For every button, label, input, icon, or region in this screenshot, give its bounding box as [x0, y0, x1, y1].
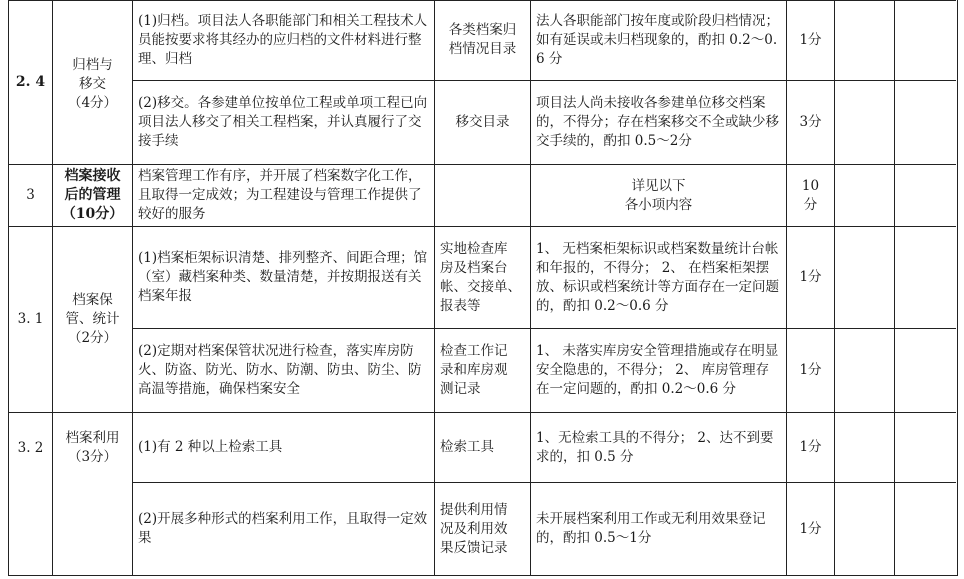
method-cell — [435, 165, 530, 226]
section-title: 档案接收 后的管理 （10分） — [61, 168, 124, 222]
score-cell: 1分 — [799, 439, 822, 455]
deduction-cell: 项目法人尚未接收各参建单位移交档案的，不得分；存在档案移交不全或缺少移交手续的，酌扣 0.5～2分 — [536, 95, 779, 149]
score-cell: 10 分 — [801, 177, 820, 213]
deduction-cell: 1、 无档案柜架标识或档案数量统计台帐和年报的，不得分； 2、 在档案柜架摆放、标识或档案统计等方面存在一定问题的，酌扣 0.2～0.6 分 — [536, 240, 779, 314]
method-cell: 检查工作记 录和库房观 测记录 — [440, 343, 508, 397]
method-cell: 检索工具 — [440, 439, 494, 455]
score-cell: 1分 — [799, 362, 822, 378]
column-divider — [530, 0, 531, 575]
requirement-cell: (1)有 2 种以上检索工具 — [138, 439, 283, 455]
column-divider — [132, 0, 133, 575]
requirement-cell: (1)档案柜架标识清楚、排列整齐、间距合理；馆（室）藏档案种类、数量清楚，并按期报送有关档案年报 — [138, 250, 428, 304]
score-cell: 1分 — [799, 520, 822, 537]
deduction-cell: 未开展档案利用工作或无利用效果登记的，酌扣 0.5～1分 — [536, 511, 766, 546]
column-divider — [834, 0, 835, 575]
deduction-cell: 1、无检索工具的不得分； 2、达不到要求的，扣 0.5 分 — [536, 429, 774, 465]
requirement-cell: 档案管理工作有序，并开展了档案数字化工作，且取得一定成效；为工程建设与管理工作提供了较好的服务 — [138, 168, 422, 222]
score-cell: 1分 — [799, 31, 822, 48]
method-cell: 各类档案归 档情况目录 — [448, 22, 517, 57]
column-divider — [894, 0, 895, 575]
requirement-cell: (2)定期对档案保管状况进行检查，落实库房防火、防盗、防光、防水、防潮、防虫、防尘、防高温等措施，确保档案安全 — [138, 343, 422, 397]
deduction-cell: 详见以下 各小项内容 — [624, 177, 693, 213]
deduction-cell: 法人各职能部门按年度或阶段归档情况；如有延误或未归档现象的，酌扣 0.2～0.6 分 — [536, 12, 779, 67]
section-number: 2. 4 — [15, 73, 46, 90]
section-number: 3. 1 — [17, 311, 44, 327]
section-number: 3. 2 — [17, 439, 44, 456]
section-title: 归档与 移交 （4分） — [67, 56, 118, 111]
requirement-cell: (2)开展多种形式的档案利用工作，且取得一定效果 — [138, 511, 428, 546]
score-cell: 1分 — [799, 269, 822, 285]
score-cell: 3分 — [799, 114, 822, 130]
section-number: 3 — [26, 187, 35, 203]
deduction-cell: 1、 未落实库房安全管理措施或存在明显安全隐患的，不得分； 2、 库房管理存在一定问题的，酌扣 0.2～0.6 分 — [536, 343, 779, 397]
section-title: 档案保 管、统计 （2分） — [65, 292, 120, 346]
method-cell: 提供利用情 况及利用效 果反馈记录 — [440, 501, 508, 556]
method-cell: 实地检查库 房及档案台 帐、交接单、 报表等 — [440, 240, 521, 314]
requirement-cell: (2)移交。各参建单位按单位工程或单项工程已向项目法人移交了相关工程档案，并认真履行了交接手续 — [138, 95, 428, 149]
section-title: 档案利用 （3分） — [65, 430, 120, 465]
method-cell: 移交目录 — [455, 114, 510, 130]
requirement-cell: (1)归档。项目法人各职能部门和相关工程技术人员能按要求将其经办的应归档的文件材料进行整理、归档 — [138, 12, 428, 67]
